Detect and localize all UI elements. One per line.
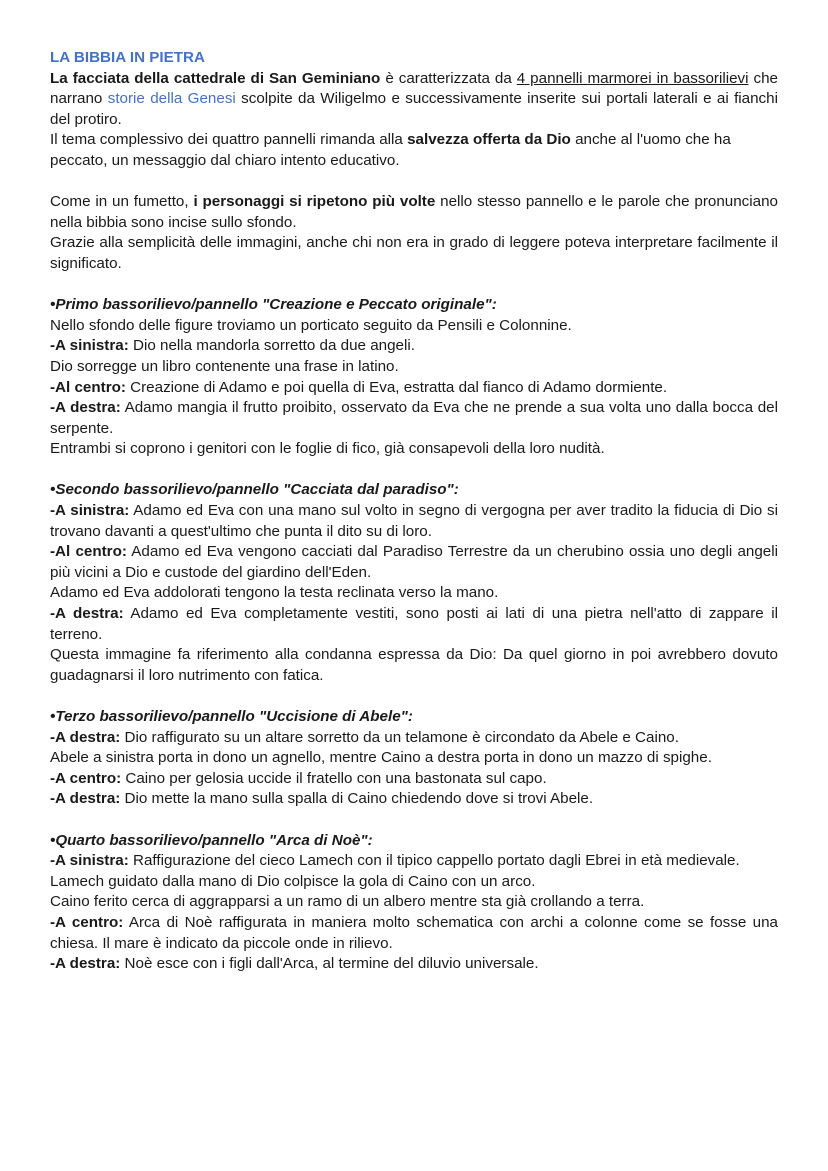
panel-2-heading: •Secondo bassorilievo/pannello "Cacciata dal paradiso": [50,481,459,499]
comic-paragraph: Come in un fumetto, i personaggi si ripetono più volte nello stesso pannello e le parole che pronunciano nella bibbia sono incise sullo sfondo. [50,193,778,231]
document-page [50,48,778,975]
panel-4-heading: •Quarto bassorilievo/pannello "Arca di Noè": [50,831,373,849]
panel-2-section: •Secondo bassorilievo/pannello "Cacciata dal paradiso": -A sinistra: Adamo ed Eva con una mano sul volto in segno di vergogna per aver tradito la fiducia di Dio si trovano davanti a quest'ultimo che punta il dito su di loro. -Al centro: Adamo ed Eva vengono cacciati dal Paradiso Terrestre da un cherubino ossia uno degli angeli più vicini a Dio e custode del giardino dell'Eden. Adamo ed Eva addolorati tengono la testa reclinata verso la mano. -A destra: Adamo ed Eva completamente vestiti, sono posti ai lati di una pietra nell'atto di zappare il terreno. Questa immagine fa riferimento alla condanna espressa da Dio: Da quel giorno in poi avrebbero dovuto guadagnarsi il loro nutrimento con fatica. [50,481,779,684]
panel-1-section: •Primo bassorilievo/pannello "Creazione e Peccato originale": Nello sfondo delle figure troviamo un porticato seguito da Pensili e Colonnine. -A sinistra: Dio nella mandorla sorretto da due angeli. Dio sorregge un libro contenente una frase in latino. -Al centro: Creazione di Adamo e poi quella di Eva, estratta dal fianco di Adamo dormiente. -A destra: Adamo mangia il frutto proibito, osservato da Eva che ne prende a sua volta uno dalla bocca del serpente. Entrambi si coprono i genitori con le foglie di fico, già consapevoli della loro nudità. [50,296,778,458]
intro-paragraph: La facciata della cattedrale di San Geminiano è caratterizzata da 4 pannelli marmorei in bassorilievi che narrano storie della Genesi scolpite da Wiligelmo e successivamente inserite sui portali laterali e ai fianchi del protiro. [50,69,778,128]
simplicity-paragraph: Grazie alla semplicità delle immagini, anche chi non era in grado di leggere poteva interpretare facilmente il significato. [50,234,778,272]
genesis-link[interactable]: storie della Genesi [107,90,236,108]
marble-panels-underlined: 4 pannelli marmorei in bassorilievi [516,69,749,87]
panel-4-section: •Quarto bassorilievo/pannello "Arca di Noè": -A sinistra: Raffigurazione del cieco Lamech con il tipico cappello portato dagli Ebrei in età medievale. Lamech guidato dalla mano di Dio colpisce la gola di Caino con un arco. Caino ferito cerca di aggrapparsi a un ramo di un albero mentre sta già crollando a terra. -A centro: Arca di Noè raffigurata in maniera molto schematica con archi a colonne come se fosse una chiesa. Il mare è indicato da piccole onde in rilievo. -A destra: Noè esce con i figli dall'Arca, al termine del diluvio universale. [50,831,779,973]
theme-paragraph: Il tema complessivo dei quattro pannelli rimanda alla salvezza offerta da Dio anche al l'uomo che ha peccato, un messaggio dal chiaro intento educativo. [50,131,731,169]
panel-1-heading: •Primo bassorilievo/pannello "Creazione e Peccato originale": [50,296,497,314]
panel-3-heading: •Terzo bassorilievo/pannello "Uccisione di Abele": [50,708,413,725]
document-title: LA BIBBIA IN PIETRA [50,49,205,66]
intro-bold: La facciata della cattedrale di San Geminiano [50,69,381,87]
panel-3-section: •Terzo bassorilievo/pannello "Uccisione di Abele": -A destra: Dio raffigurato su un altare sorretto da un telamone è circondato da Abele e Caino. Abele a sinistra porta in dono un agnello, mentre Caino a destra porta in dono un mazzo di spighe. -A centro: Caino per gelosia uccide il fratello con una bastonata sul capo. -A destra: Dio mette la mano sulla spalla di Caino chiedendo dove si trovi Abele. [50,707,778,810]
